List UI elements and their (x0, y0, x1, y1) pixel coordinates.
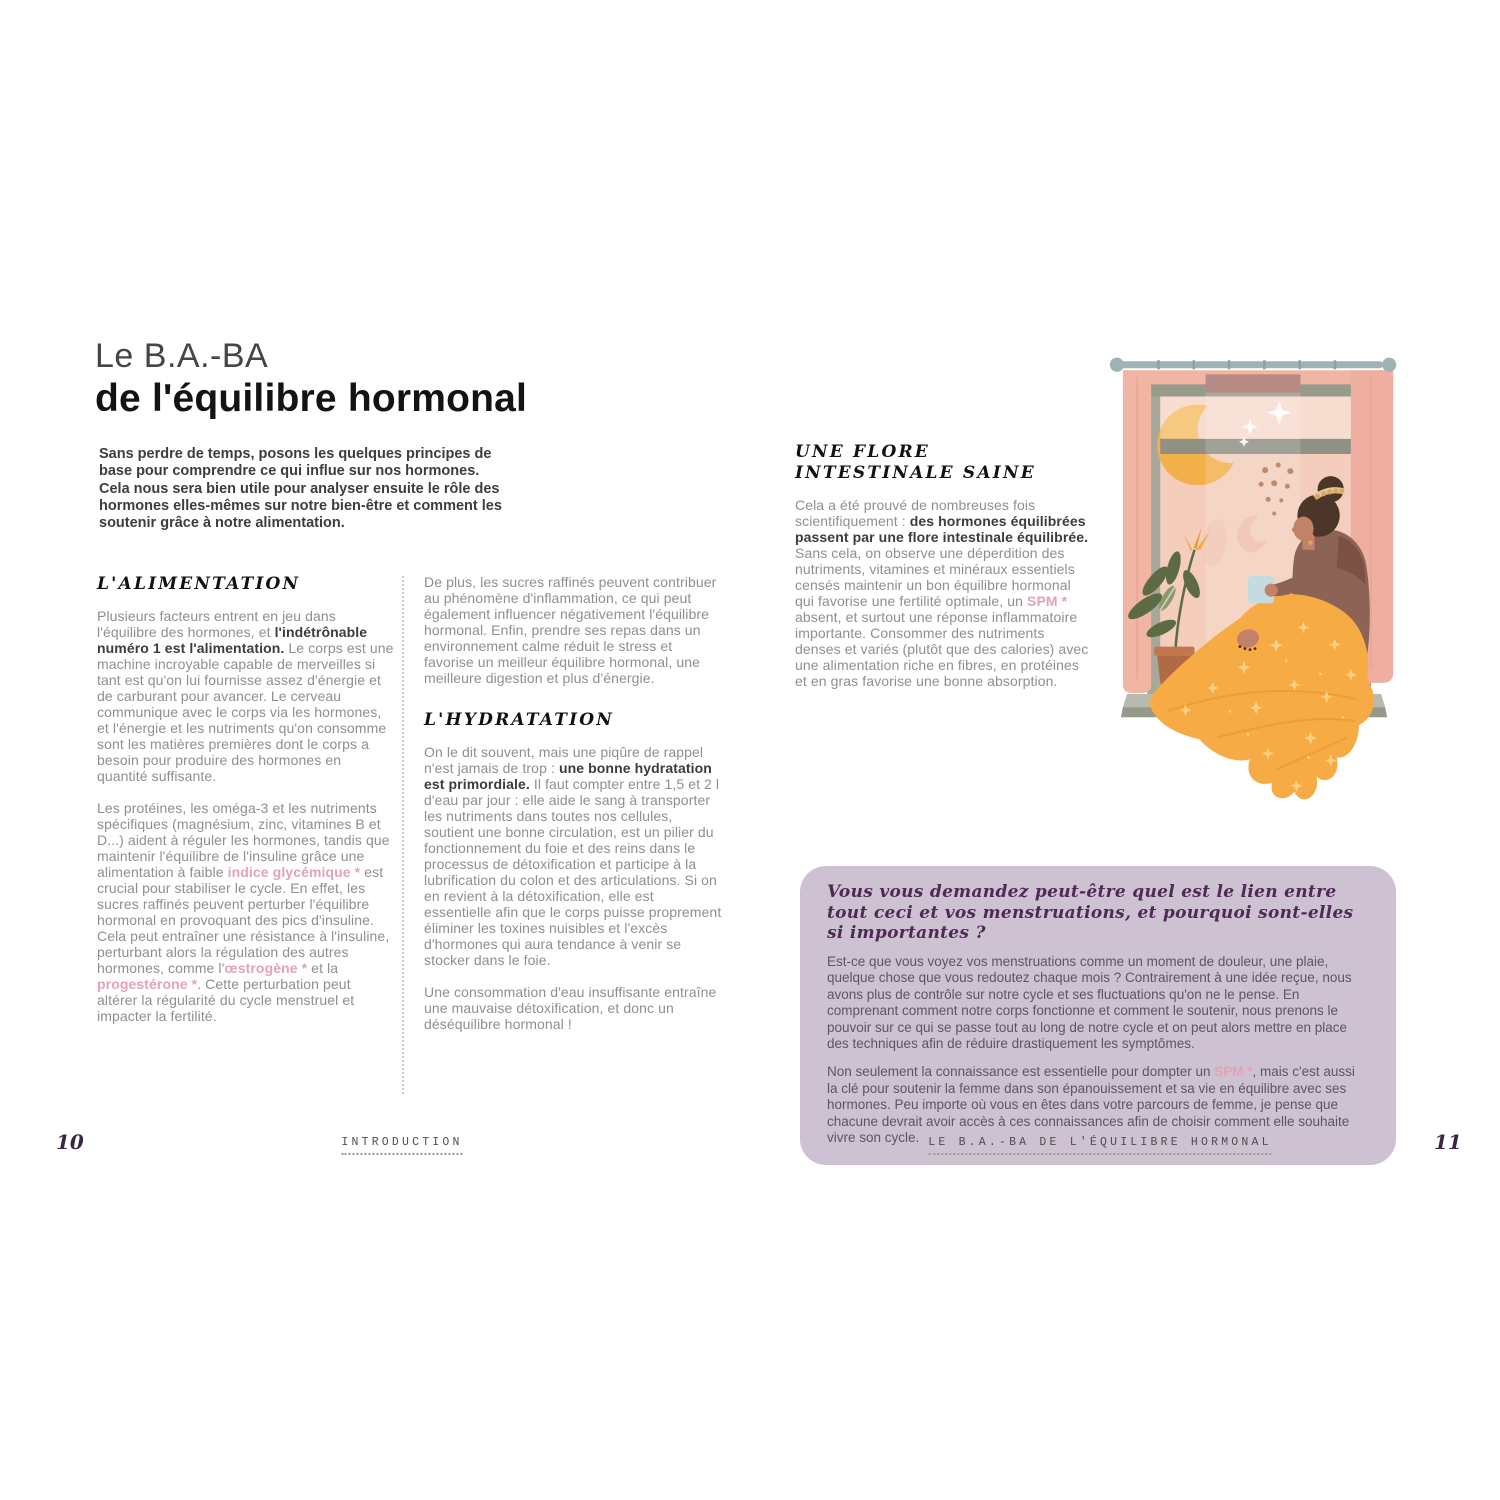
running-footer-left: INTRODUCTION (341, 1136, 462, 1155)
earring (1308, 541, 1312, 545)
callout-paragraph: Non seulement la connaissance est essentielle pour dompter un SPM *, mais c'est aussi la clé pour soutenir la femme dans son épanouissement et sa vie en équilibre avec ses hormones. Peu importe où vous en êtes dans votre parcours de femme, je pense que chacune devrait avoir accès à ces connaissances afin de choisir comment elle souhaite vivre son cycle. (827, 1064, 1355, 1146)
callout-title: Vous vous demandez peut-être quel est le lien entre tout ceci et vos menstruations, et pourquoi sont-elles si importantes ? (827, 882, 1354, 943)
curtain-rod (1110, 358, 1396, 372)
running-footer-right: LE B.A.-BA DE L'ÉQUILIBRE HORMONAL (928, 1136, 1271, 1155)
paragraph: Plusieurs facteurs entrent en jeu dans l'équilibre des hormones, et l'indétrônable numéro 1 est l'alimentation. Le corps est une machine incroyable capable de merveilles si tant est qu'on lui fournisse assez d'énergie et de carburant pour avancer. Le cerveau communique avec le corps via les hormones, et l'énergie et les nutriments qu'on consomme sont les matières premières dont le corps a besoin pour produire des hormones en quantité suffisante. (97, 608, 394, 784)
heading-flore: UNE FLORE INTESTINALE SAINE (795, 442, 1036, 483)
window-illustration-svg (1096, 336, 1402, 812)
hand-on-mug (1265, 584, 1278, 597)
chapter-title-line1: Le B.A.-BA (95, 337, 269, 375)
paragraph: On le dit souvent, mais une piqûre de rappel n'est jamais de trop : une bonne hydratation est primordiale. Il faut compter entre 1,5 et 2 l d'eau par jour : elle aide le sang à transporter les nutriments dans toutes nos cellules, soutient une bonne circulation, est un pilier du fonctionnement du foie et des reins dans le processus de détoxification et participe à la lubrification du colon et des articulations. Si on en revient à la détoxification, elle est essentielle afin que le corps puisse proprement éliminer les toxines nuisibles et l'excès d'hormones qui aura tendance à venir se stocker dans le foie. (424, 744, 722, 968)
paragraph: Cela a été prouvé de nombreuses fois scientifiquement : des hormones équilibrées passent par une flore intestinale équilibrée. Sans cela, on observe une déperdition des nutriments, vitamines et minéraux essentiels censés maintenir un bon équilibre hormonal qui favorise une fertilité optimale, un SPM * absent, et surtout une réponse inflammatoire importante. Consommer des nutriments denses et variés (plutôt que des calories) avec une alimentation riche en fibres, en protéines et en gras favorise une bonne absorption. (795, 497, 1089, 689)
paragraph: Une consommation d'eau insuffisante entraîne une mauvaise détoxification, et donc un déséquilibre hormonal ! (424, 984, 717, 1032)
dotted-column-divider (402, 576, 404, 1094)
nose (1292, 527, 1297, 532)
ear (1307, 533, 1314, 540)
heading-alimentation: L'ALIMENTATION (97, 574, 301, 594)
column-hydratation (424, 574, 724, 1048)
question-callout-box (800, 866, 1396, 1165)
page-number-left: 10 (56, 1130, 84, 1154)
heading-hydratation: L'HYDRATATION (424, 710, 615, 730)
shade-band (1206, 374, 1301, 392)
callout-paragraph: Est-ce que vous voyez vos menstruations comme un moment de douleur, une plaie, quelque chose que vous redoutez chaque mois ? Contrairement à une idée reçue, nous avons plus de contrôle sur notre cycle et ses fluctuations qu'on ne le pense. En comprenant comment notre corps fonctionne et comment le soutenir, nous prenons le pouvoir sur ce qui se passe tout au long de notre cycle et on peut alors mettre en place des techniques afin de réduire drastiquement les symptômes. (827, 953, 1352, 1052)
chapter-title-line2: de l'équilibre hormonal (95, 377, 528, 420)
chapter-intro: Sans perdre de temps, posons les quelques principes de base pour comprendre ce qui influe sur nos hormones. Cela nous sera bien utile pour analyser ensuite le rôle des hormones elles-mêmes sur notre bien-être et comment les soutenir grâce à notre alimentation. (99, 446, 502, 532)
paragraph: De plus, les sucres raffinés peuvent contribuer au phénomène d'inflammation, ce qui peut également influencer négativement l'équilibre hormonal. Enfin, prendre ses repas dans un environnement calme réduit le stress et favorise un meilleur équilibre hormonal, une meilleure digestion et plus d'énergie. (424, 574, 717, 686)
chapter-title (95, 336, 527, 421)
page-number-right: 11 (1434, 1130, 1462, 1154)
pot-rim (1154, 647, 1194, 656)
window-illustration (1096, 336, 1402, 812)
paragraph: Les protéines, les oméga-3 et les nutriments spécifiques (magnésium, zinc, vitamines B et D...) aident à réguler les hormones, tandis que maintenir l'équilibre de l'insuline grâce une alimentation à faible indice glycémique * est crucial pour stabiliser le cycle. En effet, les sucres raffinés peuvent perturber l'équilibre hormonal en provoquant des pics d'insuline. Cela peut entraîner une résistance à l'insuline, perturbant alors la régulation des autres hormones, comme l'œstrogène * et la progestérone *. Cette perturbation peut altérer la régularité du cycle menstruel et impacter la fertilité. (97, 800, 390, 1024)
column-flore-intestinale (795, 442, 1091, 705)
column-alimentation (97, 574, 395, 1040)
